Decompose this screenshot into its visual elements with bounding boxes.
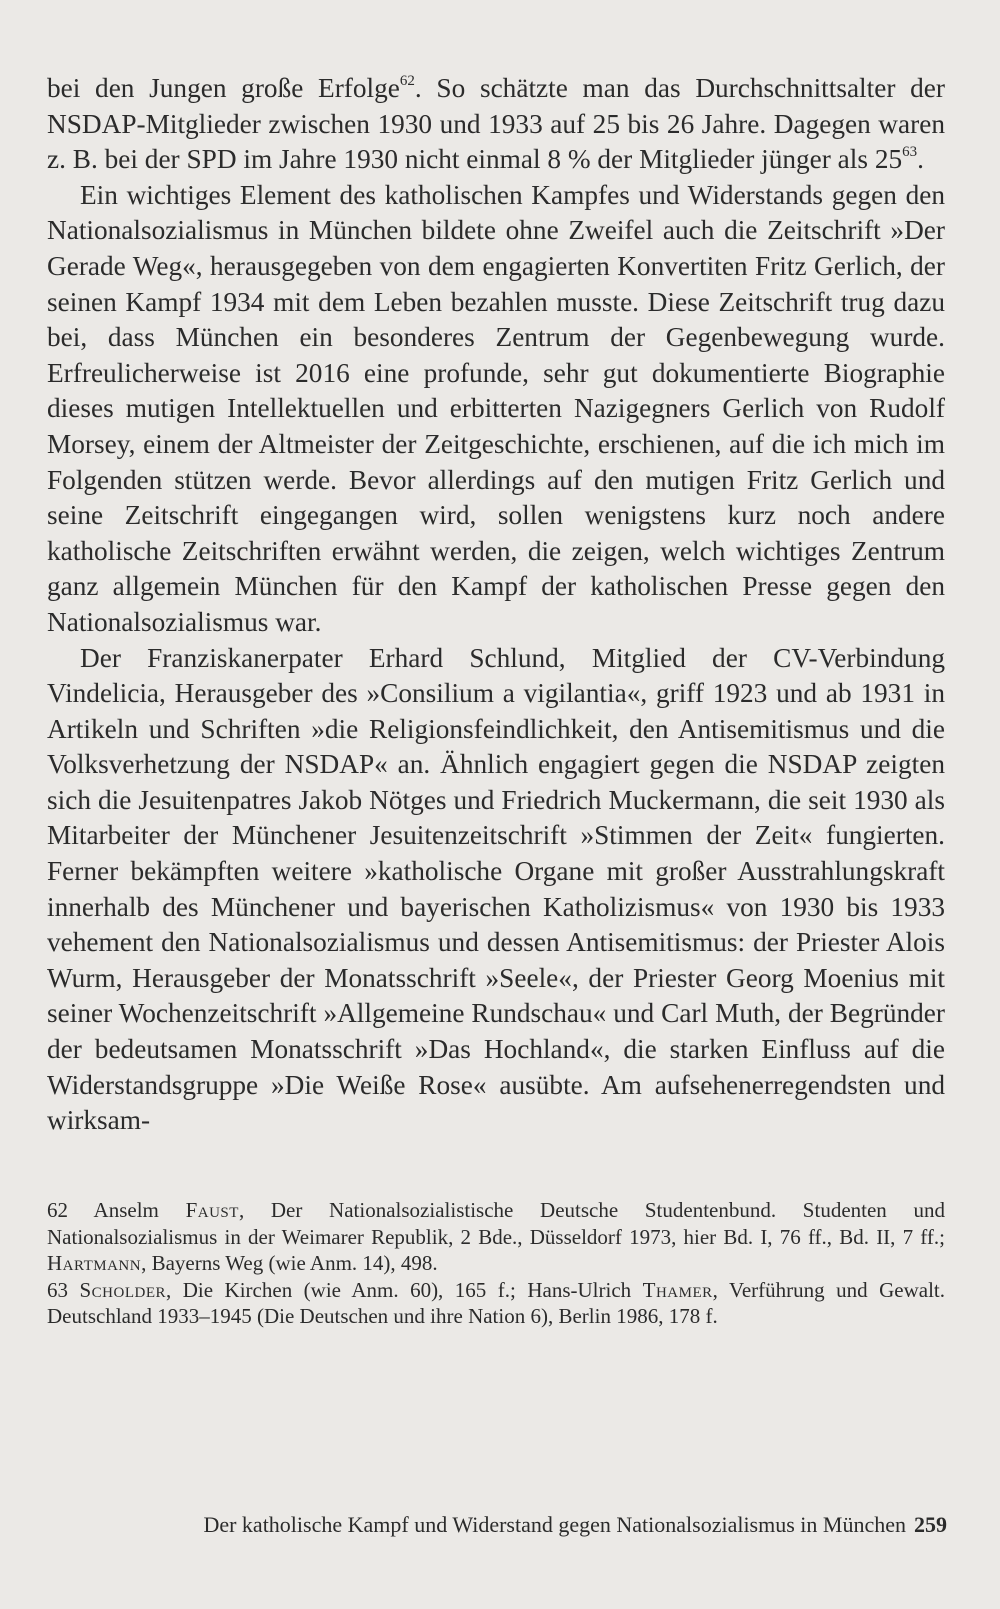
footnote-author: Scholder bbox=[79, 1277, 167, 1302]
paragraph-1-text-cont: . So schätzte man das Durchschnittsalter der NSDAP-Mitglieder zwischen 1930 und 1933 auf 25 bis 26 Jahre. Dagegen waren z. B. bei der SPD im Jahre 1930 nicht einmal 8 % der Mitglieder jünger als 25 bbox=[47, 73, 945, 175]
footnote-62 bbox=[47, 1197, 945, 1277]
paragraph-1 bbox=[47, 71, 945, 178]
footnote-text-2: , Bayerns Weg (wie Anm. 14), 498. bbox=[141, 1251, 438, 1275]
page-number: 259 bbox=[914, 1512, 947, 1537]
footnote-ref-63: 63 bbox=[902, 143, 918, 160]
footnote-ref-62: 62 bbox=[399, 72, 415, 89]
paragraph-2: Ein wichtiges Element des katholischen Kampfes und Widerstands gegen den Nationalsozialismus in München bildete ohne Zweifel auch die Zeitschrift »Der Gerade Weg«, herausgegeben von dem engagierten Konvertiten Fritz Gerlich, der seinen Kampf 1934 mit dem Leben bezahlen musste. Diese Zeitschrift trug dazu bei, dass München ein besonderes Zentrum der Gegenbewegung wurde. Erfreulicherweise ist 2016 eine profunde, sehr gut dokumentierte Biographie dieses mutigen Intellektuellen und erbitterten Nazigegners Gerlich von Rudolf Morsey, einem der Altmeister der Zeitgeschichte, erschienen, auf die ich mich im Folgenden stützen werde. Bevor allerdings auf den mutigen Fritz Gerlich und seine Zeitschrift eingegangen wird, sollen wenigstens kurz noch andere katholische Zeitschriften erwähnt werden, die zeigen, welch wichtiges Zentrum ganz allgemein München für den Kampf der katholischen Presse gegen den Nationalsozialismus war. bbox=[47, 179, 945, 637]
footnote-63 bbox=[47, 1277, 945, 1330]
main-text bbox=[47, 71, 945, 1139]
footnote-text: , Der Nationalsozialistische Deutsche Studentenbund. Studenten und Nationalsozialismus in der Weimarer Republik, 2 Bde., Düsseldorf 1973, hier Bd. I, 76 ff., Bd. II, 7 ff.; bbox=[47, 1198, 945, 1249]
paragraph-3: Der Franziskanerpater Erhard Schlund, Mitglied der CV-Verbindung Vindelicia, Herausgeber des »Consilium a vigilantia«, griff 1923 und ab 1931 in Artikeln und Schriften »die Religionsfeindlichkeit, den Antisemitismus und die Volksverhetzung der NSDAP« an. Ähnlich engagiert gegen die NSDAP zeigten sich die Jesuitenpatres Jakob Nötges und Friedrich Muckermann, die seit 1930 als Mitarbeiter der Münchener Jesuitenzeitschrift »Stimmen der Zeit« fungierten. Ferner bekämpften weitere »katholische Organe mit großer Ausstrahlungskraft innerhalb des Münchener und bayerischen Katholizismus« von 1930 bis 1933 vehement den Nationalsozialismus und dessen Antisemitismus: der Priester Alois Wurm, Herausgeber der Monatsschrift »Seele«, der Priester Georg Moenius mit seiner Wochenzeitschrift »Allgemeine Rundschau« und Carl Muth, der Begründer der bedeutsamen Monatsschrift »Das Hochland«, die starken Einfluss auf die Widerstandsgruppe »Die Weiße Rose« ausübte. Am aufsehenerregendsten und wirksam- bbox=[47, 642, 945, 1136]
footnote-text-2: , Verführung und Gewalt. Deutschland 1933–1945 (Die Deutschen und ihre Nation 6), Berlin 1986, 178 f. bbox=[47, 1277, 946, 1328]
paragraph-1-text-end: . bbox=[917, 144, 924, 175]
footnote-author-2: Thamer bbox=[642, 1277, 713, 1302]
footnote-author-prefix: Anselm bbox=[93, 1198, 159, 1222]
paragraph-1-text: bei den Jungen große Erfolge bbox=[47, 73, 400, 103]
running-footer bbox=[203, 1511, 947, 1539]
footnote-number: 63 bbox=[47, 1277, 68, 1302]
footnote-text: , Die Kirchen (wie Anm. 60), 165 f.; Hans-Ulrich bbox=[166, 1277, 643, 1302]
footnote-number: 62 bbox=[47, 1198, 68, 1222]
footnotes bbox=[47, 1197, 945, 1330]
footnote-author-2: Hartmann bbox=[47, 1251, 142, 1275]
footnote-author: Faust bbox=[185, 1198, 239, 1222]
running-title: Der katholische Kampf und Widerstand gegen Nationalsozialismus in München bbox=[203, 1512, 906, 1537]
